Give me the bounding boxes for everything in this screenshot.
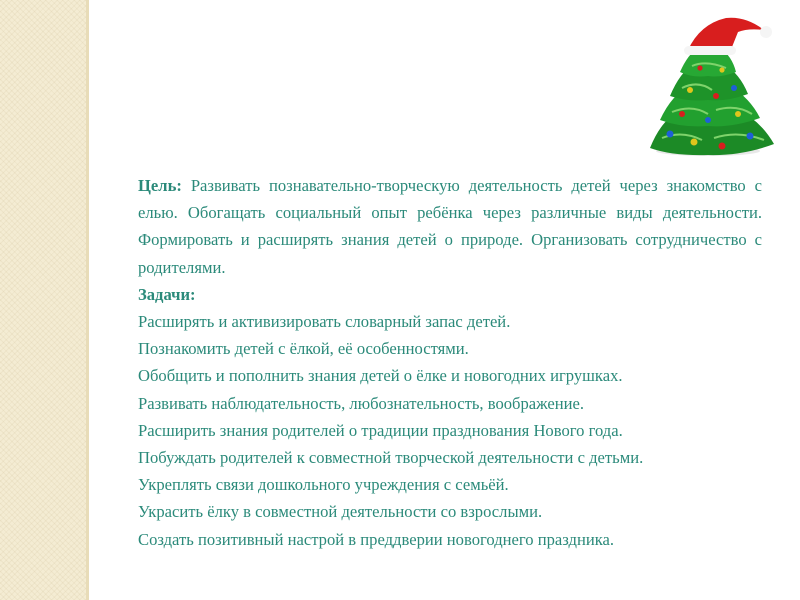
slide-content xyxy=(138,172,762,553)
goal-paragraph xyxy=(138,172,762,281)
task-item: Расширить знания родителей о традиции празднования Нового года. xyxy=(138,420,623,440)
task-item: Развивать наблюдательность, любознательность, воображение. xyxy=(138,393,585,413)
tasks-label: Задачи: xyxy=(138,284,196,304)
task-item: Укреплять связи дошкольного учреждения с семьёй. xyxy=(138,475,509,495)
task-item: Создать позитивный настрой в преддверии новогоднего праздника. xyxy=(138,529,615,549)
task-item: Познакомить детей с ёлкой, её особенностями. xyxy=(138,339,469,359)
goal-label: Цель: xyxy=(138,176,182,195)
christmas-tree-icon xyxy=(642,10,778,160)
side-decorative-band xyxy=(0,0,86,600)
task-item: Расширять и активизировать словарный запас детей. xyxy=(138,312,511,332)
task-item: Обобщить и пополнить знания детей о ёлке и новогодних игрушках. xyxy=(138,366,623,386)
task-item: Побуждать родителей к совместной творческой деятельности с детьми. xyxy=(138,448,644,468)
task-item: Украсить ёлку в совместной деятельности со взрослыми. xyxy=(138,502,543,522)
goal-text: Развивать познавательно-творческую деятельность детей через знакомство с елью. Обогащать социальный опыт ребёнка через различные виды деятельности. Формировать и расширять знания детей о природе. Организовать сотрудничество с родителями. xyxy=(138,176,762,277)
side-divider xyxy=(86,0,89,600)
